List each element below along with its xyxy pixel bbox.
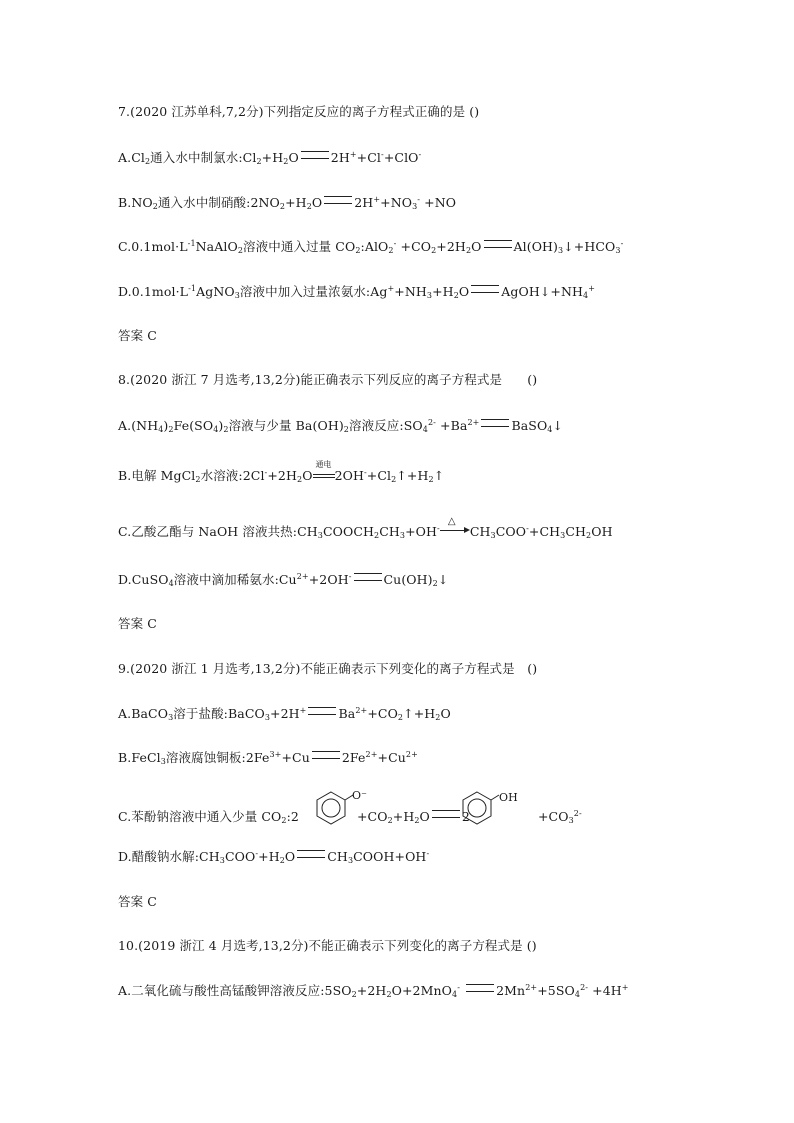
q8-option-a: $A.(NH_4)_2Fe(SO_4)_2$溶液与少量 $Ba(OH)_2$溶液反应$:SO_4^{2-} +Ba^{2+}$ BaSO$_4$↓ <box>118 418 564 434</box>
q7-option-a: $A.Cl_2$通入水中制氯水$:Cl_2+H_2O$ 2H++Cl-+ClO- <box>118 150 422 166</box>
q7-option-b: $B.NO_2$通入水中制硝酸$:2NO_2+H_2O$ $2H^++NO_3^- +NO$ <box>118 195 457 211</box>
q9-d-label: D. <box>118 849 132 864</box>
q8-option-d: D.CuSO$_4$溶液中滴加稀氨水$:Cu^{2+}+2OH^-$ $Cu(OH)_2↓$ <box>118 572 449 588</box>
phenol-label: OH <box>499 791 518 804</box>
q7-answer: 答案 C <box>118 328 157 343</box>
phenoxide-label: O⁻ <box>352 789 368 802</box>
q9-option-d: D.醋酸钠水解$:CH_3COO^-+H_2O$ $CH_3COOH+OH^-$ <box>118 849 430 865</box>
q7-c-label: C. <box>118 239 132 254</box>
q7-b-label: B. <box>118 195 132 210</box>
q9-b-label: B. <box>118 750 132 765</box>
q9-option-b: B.FeCl$_3$溶液腐蚀铜板$:2Fe^{3+}+Cu$ $2Fe^{2+}+Cu^{2+}$ <box>118 750 418 766</box>
q8-stem: 8.(2020 浙江 7 月选考,13,2分)能正确表示下列反应的离子方程式是 () <box>118 372 538 387</box>
q9-a-label: A. <box>118 706 132 721</box>
q7-a-label: A. <box>118 150 132 165</box>
q9-c-label: C. <box>118 809 132 824</box>
q9-answer: 答案 C <box>118 894 157 909</box>
q8-d-label: D. <box>118 572 132 587</box>
q9-option-c: C.苯酚钠溶液中通入少量 $CO_2:2 +CO_2+H_2O$ $2 +CO_3^{2-}$ <box>118 809 582 825</box>
q7-d-label: D. <box>118 284 132 299</box>
q9-stem: 9.(2020 浙江 1 月选考,13,2分)不能正确表示下列变化的离子方程式是 () <box>118 661 538 676</box>
q8-option-c: C.乙酸乙酯与 NaOH 溶液共热$:CH_3COOCH_2CH_3+OH^-$ △ $CH_3COO^-+CH_3CH_2OH$ <box>118 516 613 540</box>
q8-c-label: C. <box>118 524 132 539</box>
q9-option-a: A.BaCO$_3$溶于盐酸:BaCO$_3$+2H+ $Ba^{2+}+CO_2↑+H_2O$ <box>118 706 451 722</box>
q8-a-label: A. <box>118 418 132 433</box>
q8-option-b: B.电解 MgCl$_2$水溶液$:2Cl^-+2H_2O$ 通电 $2OH^-+Cl_2↑+H_2↑$ <box>118 460 445 484</box>
q7-stem: 7.(2020 江苏单科,7,2分)下列指定反应的离子方程式正确的是 () <box>118 104 480 119</box>
q10-a-label: A. <box>118 983 132 998</box>
heat-arrow: △ <box>440 524 470 536</box>
q8-answer: 答案 C <box>118 616 157 631</box>
q10-stem: 10.(2019 浙江 4 月选考,13,2分)不能正确表示下列变化的离子方程式是 () <box>118 938 537 953</box>
electrolysis-condition: 通电 <box>313 468 335 482</box>
q8-b-label: B. <box>118 468 132 483</box>
q7-option-c: $C.0.1mol\cdot L^{-1}NaAlO_2$溶液中通入过量 $CO_2:AlO_2^- +CO_2+2H_2O$ $Al(OH)_3↓+HCO_3^-$ <box>118 239 624 255</box>
q10-option-a: A.二氧化硫与酸性高锰酸钾溶液反应$:5SO_2+2H_2O+2MnO_4^-$ $2Mn^{2+}+5SO_4^{2-} +4H^+$ <box>118 983 629 999</box>
q7-option-d: $D.0.1mol\cdot L^{-1}AgNO_3$溶液中加入过量浓氨水$:Ag^++NH_3+H_2O$ $AgOH↓+NH_4^+$ <box>118 284 596 300</box>
